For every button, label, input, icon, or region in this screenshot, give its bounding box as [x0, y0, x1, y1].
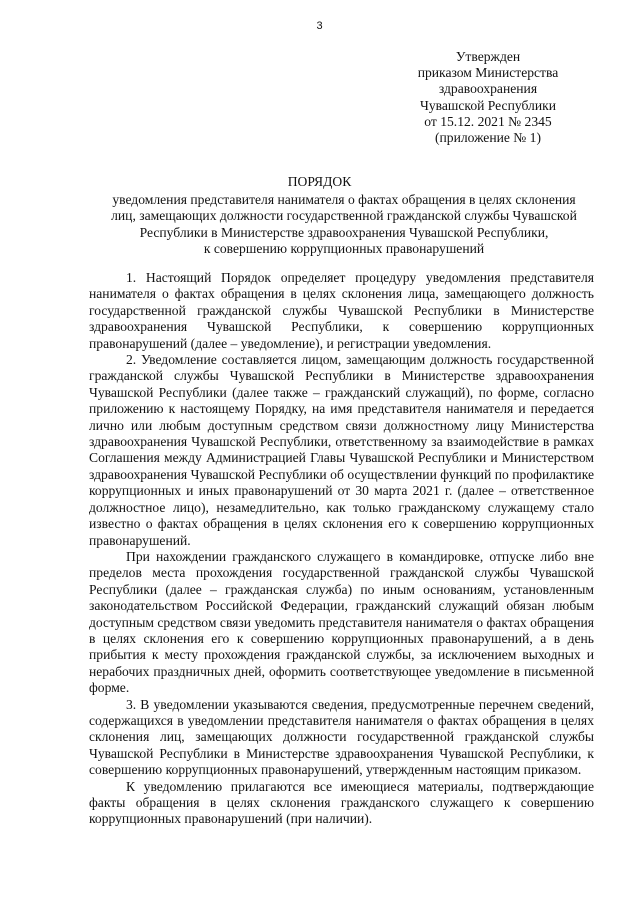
page-number: 3	[316, 20, 323, 32]
paragraph-1: 1. Настоящий Порядок определяет процедуру уведомления представителя нанимателя о фактах обращения в целях склонения лица, замещающего должность государственной гражданской службы Чувашской Республики в Министерстве здравоохранения Чувашской Республики, к совершению коррупционных правонарушений (далее – уведомление), и регистрации уведомления.	[89, 270, 594, 351]
subtitle-line: уведомления представителя нанимателя о фактах обращения в целях склонения	[112, 192, 576, 207]
subtitle-line: Республики в Министерстве здравоохранения Чувашской Республики,	[139, 224, 549, 240]
paragraph-3: 3. В уведомлении указываются сведения, предусмотренные перечнем сведений, содержащихся в уведомлении представителя нанимателя о фактах обращения в целях склонения лиц, замещающих должности государственной гражданской службы Чувашской Республики в Министерстве здравоохранения Чувашской Республики, к совершению коррупционных правонарушений, утвержденным настоящим приказом.	[89, 696, 594, 778]
subtitle-line: к совершению коррупционных правонарушений	[203, 241, 485, 257]
approval-line: Утвержден	[455, 49, 521, 64]
approval-line: (приложение № 1)	[434, 130, 542, 146]
document-subtitle	[84, 192, 604, 258]
paragraph-2: 2. Уведомление составляется лицом, замещающим должность государственной гражданской службы Чувашской Республики в Министерстве здравоохранения Чувашской Республики (далее также – гражданский служащий), по форме, согласно приложению к настоящему Порядку, на имя представителя нанимателя и передается лично или любым доступным средством связи должностному лицу Министерства здравоохранения Чувашской Республики, ответственному за взаимодействие в рамках Соглашения между Администрацией Главы Чувашской Республики и Министерством здравоохранения Чувашской Республики об осуществлении функций по профилактике коррупционных и иных правонарушений от 30 марта 2021 г. (далее – ответственное должностное лицо), незамедлительно, как только гражданскому служащему стало известно о фактах обращения в целях склонения его к совершению коррупционных правонарушений.	[89, 352, 594, 548]
approval-line: от 15.12. 2021 № 2345	[424, 113, 552, 129]
approval-stamp	[383, 49, 593, 146]
document-title: ПОРЯДОК	[287, 174, 352, 189]
paragraph-3-continued: К уведомлению прилагаются все имеющиеся материалы, подтверждающие факты обращения в целях склонения гражданского служащего к совершению коррупционных правонарушений (при наличии).	[89, 778, 594, 827]
approval-line: Чувашской Республики	[420, 97, 556, 113]
paragraph-2-continued: При нахождении гражданского служащего в командировке, отпуске либо вне пределов места прохождения государственной гражданской службы Чувашской Республики (далее – гражданская служба) по иным основаниям, установленным законодательством Российской Федерации, гражданский служащий обязан любым доступным средством связи уведомить представителя нанимателя о фактах обращения в целях склонения его к совершению коррупционных правонарушений, а в день прибытия к месту прохождения гражданской службы, за исключением выходных и нерабочих праздничных дней, оформить соответствующее уведомление в письменной форме.	[89, 548, 594, 696]
approval-line: приказом Министерства	[417, 65, 559, 81]
approval-line: здравоохранения	[438, 81, 538, 97]
subtitle-line: лиц, замещающих должности государственной гражданской службы Чувашской	[111, 208, 577, 224]
document-body	[89, 270, 594, 828]
